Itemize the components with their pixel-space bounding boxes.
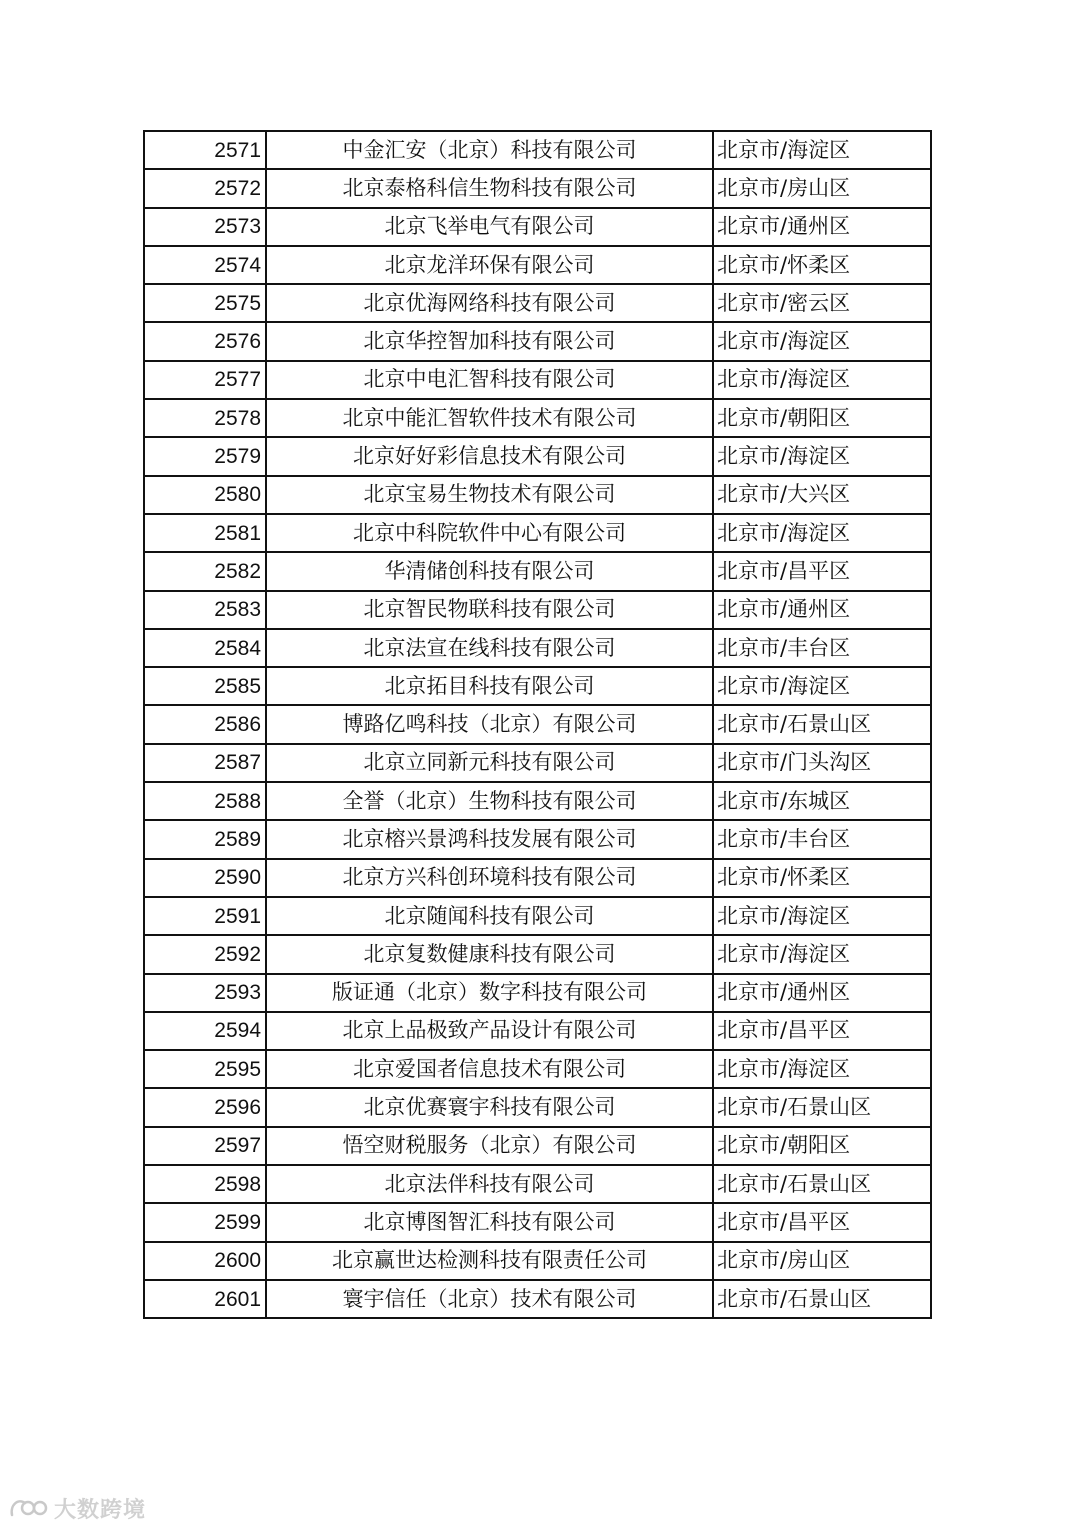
row-number: 2578	[144, 399, 266, 437]
table-row	[144, 591, 931, 629]
company-location: 北京市/房山区	[713, 1242, 931, 1280]
table-row	[144, 667, 931, 705]
row-number: 2577	[144, 361, 266, 399]
table-row	[144, 552, 931, 590]
company-location: 北京市/通州区	[713, 208, 931, 246]
row-number: 2582	[144, 552, 266, 590]
table-row	[144, 246, 931, 284]
company-location: 北京市/昌平区	[713, 1203, 931, 1241]
company-name: 北京赢世达检测科技有限责任公司	[266, 1242, 713, 1280]
company-location: 北京市/海淀区	[713, 131, 931, 169]
table-row	[144, 1165, 931, 1203]
company-name: 北京榕兴景鸿科技发展有限公司	[266, 820, 713, 858]
company-name: 博路亿鸣科技（北京）有限公司	[266, 705, 713, 743]
row-number: 2580	[144, 476, 266, 514]
company-location: 北京市/昌平区	[713, 552, 931, 590]
table-row	[144, 744, 931, 782]
company-location: 北京市/怀柔区	[713, 859, 931, 897]
company-name: 悟空财税服务（北京）有限公司	[266, 1127, 713, 1165]
company-name: 北京法宣在线科技有限公司	[266, 629, 713, 667]
company-name: 版证通（北京）数字科技有限公司	[266, 974, 713, 1012]
table-row	[144, 1012, 931, 1050]
row-number: 2574	[144, 246, 266, 284]
company-name: 北京中科院软件中心有限公司	[266, 514, 713, 552]
company-location: 北京市/朝阳区	[713, 399, 931, 437]
company-location: 北京市/通州区	[713, 974, 931, 1012]
company-table	[143, 130, 932, 1319]
table-row	[144, 1242, 931, 1280]
company-name: 北京立同新元科技有限公司	[266, 744, 713, 782]
company-name: 北京上品极致产品设计有限公司	[266, 1012, 713, 1050]
table-row	[144, 859, 931, 897]
company-location: 北京市/石景山区	[713, 1280, 931, 1318]
company-name: 北京优赛寰宇科技有限公司	[266, 1088, 713, 1126]
company-name: 北京泰格科信生物科技有限公司	[266, 169, 713, 207]
row-number: 2601	[144, 1280, 266, 1318]
company-location: 北京市/丰台区	[713, 629, 931, 667]
company-name: 北京智民物联科技有限公司	[266, 591, 713, 629]
table-row	[144, 208, 931, 246]
watermark-text: 大数跨境	[54, 1497, 147, 1523]
company-location: 北京市/石景山区	[713, 1165, 931, 1203]
company-name: 北京随闻科技有限公司	[266, 897, 713, 935]
company-location: 北京市/密云区	[713, 284, 931, 322]
table-row	[144, 1203, 931, 1241]
table-row	[144, 284, 931, 322]
row-number: 2592	[144, 935, 266, 973]
row-number: 2585	[144, 667, 266, 705]
row-number: 2573	[144, 208, 266, 246]
company-location: 北京市/海淀区	[713, 322, 931, 360]
table-row	[144, 514, 931, 552]
company-location: 北京市/大兴区	[713, 476, 931, 514]
company-name: 北京爱国者信息技术有限公司	[266, 1050, 713, 1088]
table-row	[144, 935, 931, 973]
table-row	[144, 322, 931, 360]
row-number: 2595	[144, 1050, 266, 1088]
company-location: 北京市/海淀区	[713, 897, 931, 935]
row-number: 2575	[144, 284, 266, 322]
company-name: 北京博图智汇科技有限公司	[266, 1203, 713, 1241]
company-location: 北京市/海淀区	[713, 935, 931, 973]
row-number: 2588	[144, 782, 266, 820]
table-row	[144, 782, 931, 820]
table-row	[144, 476, 931, 514]
row-number: 2576	[144, 322, 266, 360]
table-row	[144, 131, 931, 169]
company-name: 北京飞举电气有限公司	[266, 208, 713, 246]
company-name: 华清储创科技有限公司	[266, 552, 713, 590]
company-location: 北京市/海淀区	[713, 437, 931, 475]
company-name: 北京中电汇智科技有限公司	[266, 361, 713, 399]
row-number: 2599	[144, 1203, 266, 1241]
company-name: 北京好好彩信息技术有限公司	[266, 437, 713, 475]
company-location: 北京市/海淀区	[713, 514, 931, 552]
company-location: 北京市/房山区	[713, 169, 931, 207]
row-number: 2589	[144, 820, 266, 858]
row-number: 2584	[144, 629, 266, 667]
company-name: 北京宝易生物技术有限公司	[266, 476, 713, 514]
company-name: 北京华控智加科技有限公司	[266, 322, 713, 360]
company-location: 北京市/海淀区	[713, 667, 931, 705]
company-location: 北京市/石景山区	[713, 1088, 931, 1126]
row-number: 2591	[144, 897, 266, 935]
table-row	[144, 399, 931, 437]
company-name: 北京中能汇智软件技术有限公司	[266, 399, 713, 437]
company-name: 北京拓目科技有限公司	[266, 667, 713, 705]
table-row	[144, 1127, 931, 1165]
row-number: 2600	[144, 1242, 266, 1280]
row-number: 2583	[144, 591, 266, 629]
company-location: 北京市/海淀区	[713, 1050, 931, 1088]
company-location: 北京市/朝阳区	[713, 1127, 931, 1165]
company-name: 北京龙洋环保有限公司	[266, 246, 713, 284]
table-row	[144, 629, 931, 667]
company-location: 北京市/海淀区	[713, 361, 931, 399]
company-name: 全誉（北京）生物科技有限公司	[266, 782, 713, 820]
table-row	[144, 437, 931, 475]
row-number: 2587	[144, 744, 266, 782]
table-row	[144, 1050, 931, 1088]
company-name: 北京法伴科技有限公司	[266, 1165, 713, 1203]
brand-logo-icon	[8, 1495, 48, 1521]
company-location: 北京市/丰台区	[713, 820, 931, 858]
table-row	[144, 974, 931, 1012]
row-number: 2571	[144, 131, 266, 169]
company-location: 北京市/通州区	[713, 591, 931, 629]
table-row	[144, 169, 931, 207]
row-number: 2596	[144, 1088, 266, 1126]
table-row	[144, 705, 931, 743]
company-name: 北京优海网络科技有限公司	[266, 284, 713, 322]
company-name: 中金汇安（北京）科技有限公司	[266, 131, 713, 169]
row-number: 2581	[144, 514, 266, 552]
row-number: 2579	[144, 437, 266, 475]
company-location: 北京市/昌平区	[713, 1012, 931, 1050]
company-name: 寰宇信任（北京）技术有限公司	[266, 1280, 713, 1318]
row-number: 2590	[144, 859, 266, 897]
row-number: 2593	[144, 974, 266, 1012]
company-location: 北京市/怀柔区	[713, 246, 931, 284]
table-row	[144, 361, 931, 399]
table-row	[144, 897, 931, 935]
company-table-body	[144, 131, 931, 1318]
watermark	[8, 1493, 146, 1523]
company-location: 北京市/东城区	[713, 782, 931, 820]
row-number: 2586	[144, 705, 266, 743]
row-number: 2572	[144, 169, 266, 207]
company-name: 北京方兴科创环境科技有限公司	[266, 859, 713, 897]
company-location: 北京市/石景山区	[713, 705, 931, 743]
row-number: 2597	[144, 1127, 266, 1165]
row-number: 2594	[144, 1012, 266, 1050]
table-row	[144, 820, 931, 858]
company-name: 北京复数健康科技有限公司	[266, 935, 713, 973]
row-number: 2598	[144, 1165, 266, 1203]
table-row	[144, 1280, 931, 1318]
table-row	[144, 1088, 931, 1126]
company-location: 北京市/门头沟区	[713, 744, 931, 782]
